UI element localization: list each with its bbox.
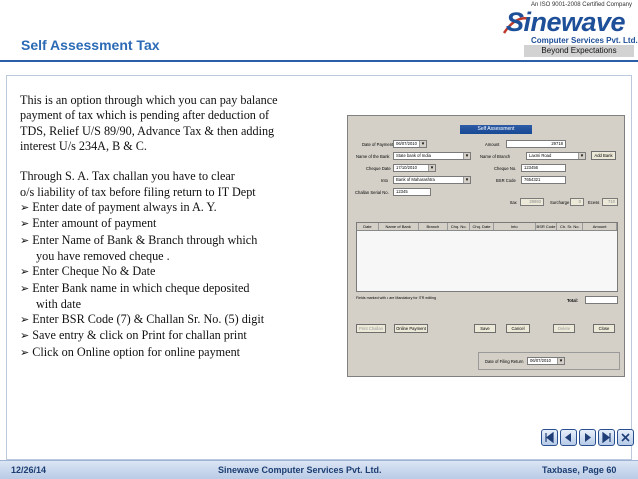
name-of-branch-select[interactable]: Laxmi Road ▾ (526, 152, 586, 160)
into-label: Into (381, 178, 388, 183)
step-text: ➢ Enter Cheque No & Date (20, 264, 340, 280)
cheque-no-field[interactable]: 123456 (521, 164, 566, 172)
next-icon (580, 430, 595, 445)
step-text: ➢ Save entry & click on Print for challan print (20, 328, 340, 344)
step-text: ➢ Enter BSR Code (7) & Challan Sr. No. (5) digit (20, 312, 340, 328)
print-challan-button[interactable]: Print Challan (356, 324, 386, 333)
paragraph-line: payment of tax which is pending after deduction of (20, 108, 270, 123)
payments-grid[interactable] (356, 222, 618, 292)
itax-field: 29993 (520, 198, 544, 206)
steps-list (20, 200, 340, 361)
paragraph-line: This is an option through which you can pay balance (20, 93, 278, 107)
date-of-payment-label: Date of Payment (362, 142, 394, 147)
paragraph-line: TDS, Relief U/S 89/90, Advance Tax & then adding (20, 123, 275, 138)
previous-slide-button[interactable] (560, 429, 577, 446)
intro-paragraph (20, 93, 340, 154)
challan-serial-label: Challan Serial No. (355, 190, 389, 195)
amount-field[interactable]: 29718 (506, 140, 566, 148)
add-bank-button[interactable]: Add Bank (591, 151, 616, 160)
ecess-field: 710 (602, 198, 618, 206)
exit-slideshow-button[interactable] (617, 429, 634, 446)
cheque-date-label: Cheque Date (366, 166, 391, 171)
total-field (585, 296, 618, 304)
step-item (20, 264, 340, 280)
skip-forward-icon (599, 430, 614, 445)
save-button[interactable]: Save (474, 324, 496, 333)
slide-footer (0, 460, 638, 479)
intro-line: o/s liability of tax before filing return to IT Dept (20, 184, 256, 199)
step-item (20, 200, 340, 216)
step-item (20, 216, 340, 232)
payments-grid-header (357, 223, 617, 231)
ecess-label: Ecess (588, 200, 600, 205)
mandatory-note: Fields marked with • are Mandatory for ITR editing (356, 296, 436, 300)
grid-column-header: Into (494, 223, 536, 230)
step-text: you have removed cheque . (36, 248, 170, 263)
step-item (20, 345, 340, 361)
grid-column-header: Chq. No. (448, 223, 470, 230)
slide-title: Self Assessment Tax (21, 37, 160, 53)
total-label: Total: (567, 298, 579, 303)
grid-column-header: Date (357, 223, 379, 230)
online-payment-button[interactable]: Online Payment (394, 324, 428, 333)
footer-company: Sinewave Computer Services Pvt. Ltd. (218, 465, 382, 475)
date-of-payment-field[interactable]: 06/07/2010 ▾ (393, 140, 427, 148)
filing-return-date-field[interactable]: 06/07/2010 ▾ (527, 357, 565, 365)
intro-line: Through S. A. Tax challan you have to clear (20, 169, 235, 184)
step-item (20, 312, 340, 328)
surcharge-field: 0 (570, 198, 584, 206)
grid-column-header: Ch. Sr. No. (557, 223, 583, 230)
footer-date: 12/26/14 (11, 465, 47, 475)
bsr-code-label: BSR Code (496, 178, 516, 183)
step-text: ➢ Click on Online option for online payment (20, 345, 340, 361)
filing-return-group (478, 352, 620, 370)
challan-intro (20, 169, 340, 200)
cancel-button[interactable]: Cancel (506, 324, 530, 333)
surcharge-label: Surcharge (550, 200, 570, 205)
amount-label: Amount (485, 142, 500, 147)
footer-page: Taxbase, Page 60 (542, 465, 617, 475)
slide-body (20, 93, 340, 361)
step-text: ➢ Enter date of payment always in A. Y. (20, 200, 340, 216)
step-text: ➢ Enter amount of payment (20, 216, 340, 232)
cheque-date-field[interactable]: 17/10/2010 ▾ (393, 164, 436, 172)
filing-return-label: Date of Filing Return (485, 359, 524, 364)
next-slide-button[interactable] (579, 429, 596, 446)
name-of-branch-label: Name of Branch (480, 154, 511, 159)
first-slide-button[interactable] (541, 429, 558, 446)
bsr-code-field[interactable]: 7654321 (521, 176, 566, 184)
close-icon (618, 430, 633, 445)
step-item (20, 233, 340, 265)
step-text: ➢ Enter Bank name in which cheque deposited (20, 281, 340, 297)
name-of-bank-select[interactable]: State bank of India ▾ (393, 152, 471, 160)
iso-certification-text: An ISO 9001-2008 Certified Company (530, 2, 632, 8)
logo-company-name: Computer Services Pvt. Ltd. (531, 36, 638, 45)
grid-column-header: Name of Bank (379, 223, 419, 230)
previous-icon (561, 430, 576, 445)
logo-brand: Sinewave (506, 7, 626, 37)
step-text: ➢ Enter Name of Bank & Branch through which (20, 233, 340, 249)
self-assessment-form-screenshot (347, 115, 625, 377)
grid-column-header: BSR Code (536, 224, 556, 229)
cheque-no-label: Cheque No. (494, 166, 517, 171)
grid-column-header: Branch (419, 223, 449, 230)
title-divider (0, 60, 638, 62)
delete-button[interactable]: Delete (553, 324, 575, 333)
step-item (20, 281, 340, 313)
grid-column-header: Amount (583, 223, 617, 230)
last-slide-button[interactable] (598, 429, 615, 446)
name-of-bank-label: Name of the Bank (356, 154, 390, 159)
company-logo (500, 0, 638, 60)
into-bank-select[interactable]: Bank of Maharashtra ▾ (393, 176, 471, 184)
skip-back-icon (542, 430, 557, 445)
grid-column-header: Chq. Date (470, 223, 494, 230)
form-title: Self Assessment (460, 125, 532, 134)
challan-serial-field[interactable]: 12345 (393, 188, 431, 196)
close-button[interactable]: Close (593, 324, 615, 333)
paragraph-line: interest U/s 234A, B & C. (20, 138, 147, 153)
step-text: with date (36, 296, 82, 311)
itax-label: Itax (510, 200, 517, 205)
step-item (20, 328, 340, 344)
logo-tagline: Beyond Expectations (524, 45, 634, 57)
